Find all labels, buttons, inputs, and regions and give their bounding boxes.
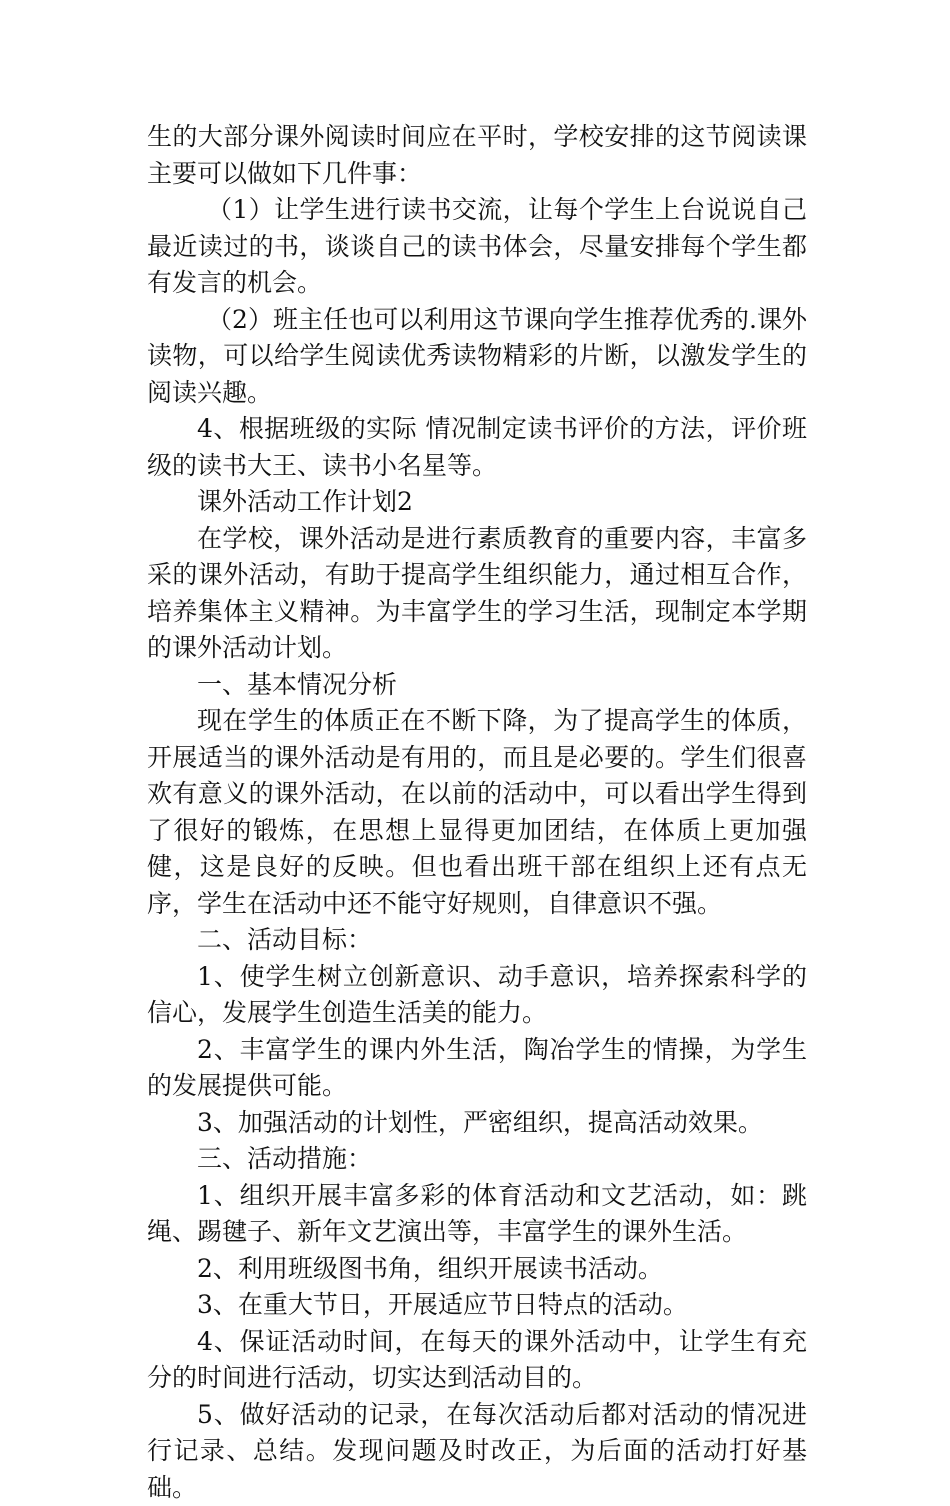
paragraph-continuation: 生的大部分课外阅读时间应在平时，学校安排的这节阅读课主要可以做如下几件事： bbox=[147, 119, 807, 192]
goal-item-3: 3、加强活动的计划性，严密组织，提高活动效果。 bbox=[147, 1105, 807, 1142]
heading-basic-analysis: 一、基本情况分析 bbox=[147, 667, 807, 704]
paragraph-item-1: （1）让学生进行读书交流，让每个学生上台说说自己最近读过的书，谈谈自己的读书体会，尽量安排每个学生都有发言的机会。 bbox=[147, 192, 807, 302]
measure-item-1: 1、组织开展丰富多彩的体育活动和文艺活动，如：跳绳、踢毽子、新年文艺演出等，丰富学生的课外生活。 bbox=[147, 1178, 807, 1251]
measure-item-2: 2、利用班级图书角，组织开展读书活动。 bbox=[147, 1251, 807, 1288]
measure-item-5: 5、做好活动的记录，在每次活动后都对活动的情况进行记录、总结。发现问题及时改正，为后面的活动打好基础。 bbox=[147, 1397, 807, 1506]
heading-goals: 二、活动目标： bbox=[147, 922, 807, 959]
section-title: 课外活动工作计划2 bbox=[147, 484, 807, 521]
goal-item-2: 2、丰富学生的课内外生活，陶冶学生的情操，为学生的发展提供可能。 bbox=[147, 1032, 807, 1105]
paragraph-item-4: 4、根据班级的实际 情况制定读书评价的方法，评价班级的读书大王、读书小名星等。 bbox=[147, 411, 807, 484]
heading-measures: 三、活动措施： bbox=[147, 1141, 807, 1178]
measure-item-3: 3、在重大节日，开展适应节日特点的活动。 bbox=[147, 1287, 807, 1324]
paragraph-item-2: （2）班主任也可以利用这节课向学生推荐优秀的.课外读物，可以给学生阅读优秀读物精彩的片断，以激发学生的阅读兴趣。 bbox=[147, 302, 807, 412]
measure-item-4: 4、保证活动时间，在每天的课外活动中，让学生有充分的时间进行活动，切实达到活动目的。 bbox=[147, 1324, 807, 1397]
document-body bbox=[147, 119, 807, 1506]
paragraph-intro: 在学校，课外活动是进行素质教育的重要内容，丰富多采的课外活动，有助于提高学生组织能力，通过相互合作，培养集体主义精神。为丰富学生的学习生活，现制定本学期的课外活动计划。 bbox=[147, 521, 807, 667]
paragraph-analysis: 现在学生的体质正在不断下降，为了提高学生的体质，开展适当的课外活动是有用的，而且是必要的。学生们很喜欢有意义的课外活动，在以前的活动中，可以看出学生得到了很好的锻炼，在思想上显得更加团结，在体质上更加强健，这是良好的反映。但也看出班干部在组织上还有点无序，学生在活动中还不能守好规则，自律意识不强。 bbox=[147, 703, 807, 922]
goal-item-1: 1、使学生树立创新意识、动手意识，培养探索科学的信心，发展学生创造生活美的能力。 bbox=[147, 959, 807, 1032]
